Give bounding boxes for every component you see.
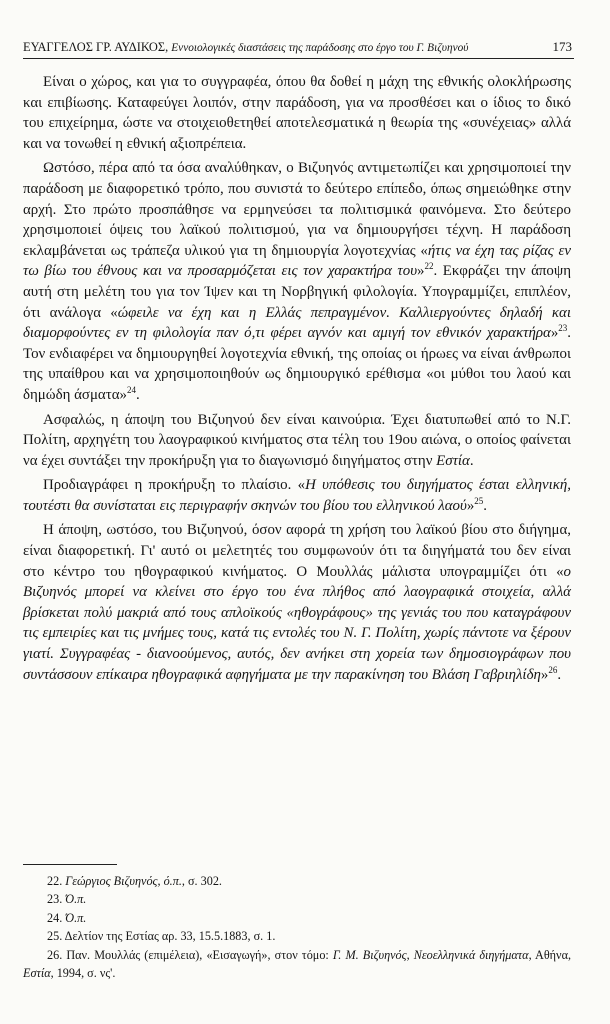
footnote-ref-22[interactable]: 22	[424, 261, 434, 272]
footnote-26-publisher: Εστία	[23, 966, 51, 981]
p2-quote-2: ώφειλε να έχη και η Ελλάς πεπραγμένον. Καλλιεργούντες δηλαδή και διαμορφούντες εν τη φιλολογία παν ό,τι φέρει αγνόν και αμιγή τον εθνικόν χαρακτήρα	[23, 304, 571, 342]
footnote-24-ref: Ό.π.	[65, 910, 87, 925]
paragraph-2	[23, 158, 571, 405]
p4-text-1: Προδιαγράφει η προκήρυξη το πλαίσιο. «	[43, 477, 306, 494]
p2-text-5: . Τον ενδιαφέρει να δημιουργηθεί λογοτεχνία εθνική, της οποίας οι ήρωες να είναι άνθρωποι της υπαίθρου και να χρησιμοποιηθούν ως δημιουργικό ερέθισμα «οι μύθοι του λαού και δημώδη άσματα»	[23, 325, 571, 403]
footnote-26-text-2: , Αθήνα,	[528, 947, 571, 962]
p5-text-3: .	[557, 666, 562, 683]
p4-text-2: »	[466, 497, 475, 514]
footnote-number: 25.	[47, 929, 63, 944]
footnote-ref-24[interactable]: 24	[126, 384, 136, 395]
footnote-22-page: , σ. 302.	[181, 874, 222, 888]
p4-quote: Η υπόθεσις του διηγήματος έσται ελληνική, τουτέστι θα συνίσταται εις περιγραφήν σκηνών του βίου του ελληνικού λαού	[23, 477, 571, 514]
footnote-number: 24.	[47, 910, 63, 925]
p2-text-1: Ωστόσο, πέρα από τα όσα αναλύθηκαν, ο Βιζυηνός αντιμετωπίζει και χρησιμοποιεί την παράδοση με διαφορετικό τρόπο, που συνιστά το δεύτερο επίπεδο, όπως σημειώθηκε στην αρχή. Στο πρώτο προσπάθησε να ερμηνεύσει τα πολιτισμικά φαινόμενα. Στο δεύτερο χρησιμοποιεί όψεις του λαϊκού πολιτισμού, για να δημιουργήσει τέχνη. Η παράδοση εκλαμβάνεται ως τράπεζα υλικού για τη δημιουργία λογοτεχνίας «	[23, 160, 571, 259]
p2-text-3: . Εκφράζει την άποψη αυτή στη μελέτη του για τον Ίψεν και τη Νορβηγική φιλολογία. Υπογραμμίζει, επιπλέον, ότι ανάλογα «	[23, 263, 571, 321]
p3-text-1: Ασφαλώς, η άποψη του Βιζυηνού δεν είναι καινούρια. Έχει διατυπωθεί από το Ν.Γ. Πολίτη, αρχηγέτη του λαογραφικού κινήματος στα τέλη του 19ου αιώνα, ο οποίος φαίνεται να έχει συντάξει την προκήρυξη για το διαγωνισμό διηγήματος στην	[23, 411, 571, 469]
header-author: ΕΥΑΓΓΕΛΟΣ ΓΡ. ΑΥΔΙΚΟΣ,	[23, 40, 169, 54]
footnote-number: 23.	[47, 892, 63, 907]
main-text	[23, 72, 571, 685]
footnote-26-book: Γ. Μ. Βιζυηνός, Νεοελληνικά διηγήματα	[332, 947, 529, 962]
footnote-26-text-1: Παν. Μουλλάς (επιμέλεια), «Εισαγωγή», στον τόμο:	[66, 947, 333, 962]
footnote-22-ref: Γεώργιος Βιζυηνός, ό.π.	[65, 874, 182, 888]
p5-quote: ο Βιζυηνός μπορεί να κλείνει στο έργο του ένα πλήθος από λαογραφικά στοιχεία, αλλά βρίσκεται πολύ μακριά από τους απλοϊκούς «ηθογράφους» της γενιάς του που καταγράφουν τις εμπειρίες και τις μνήμες τους, κατά τις εντολές του Ν. Γ. Πολίτη, χωρίς πάντοτε να ξέρουν γιατί. Συγγραφέας - διανοούμενος, αυτός, δεν ανήκει στη χορεία των δημοσιογράφων που συντάσσουν επίκαιρα ηθογραφικά αφηγήματα με την παρακίνηση του Βλάση Γαβριηλίδη	[23, 563, 571, 683]
paragraph-4	[23, 475, 571, 516]
page-number: 173	[552, 39, 572, 54]
p2-text-6: .	[135, 386, 140, 403]
footnote-24	[23, 909, 571, 927]
footnote-26	[23, 946, 571, 983]
p5-text-1: Η άποψη, ωστόσο, του Βιζυηνού, όσον αφορά τη χρήση του λαϊκού βίου στο διήγημα, είναι διαφορετική. Γι' αυτό οι μελετητές του συμφωνούν ότι τα διηγήματά του δεν είναι στο κέντρο του ηθογραφικού κινήματος. Ο Μουλλάς μάλιστα υπογραμμίζει ότι «	[23, 522, 571, 580]
footnote-23	[23, 890, 571, 908]
footnote-22	[23, 872, 571, 890]
footnote-26-text-3: , 1994, σ. νς'.	[50, 966, 116, 981]
footnote-number: 26.	[47, 947, 63, 962]
p5-text-2: »	[540, 666, 549, 683]
footnote-separator	[23, 864, 117, 865]
footnote-23-ref: Ό.π.	[65, 892, 87, 907]
p4-text-3: .	[483, 497, 487, 514]
footnote-number: 22.	[47, 874, 63, 888]
p1-text: Είναι ο χώρος, και για το συγγραφέα, όπου θα δοθεί η μάχη της εθνικής ολοκλήρωσης και επιβίωσης. Καταφεύγει λοιπόν, στην παράδοση, για να προσθέσει και ο ίδιος το δικό του επιχείρημα, ώστε να στοιχειοθετηθεί αποτελεσματικά η θεωρία της «συνέχειας» αλλά και να τονωθεί η εθνική αξιοπρέπεια.	[23, 74, 571, 152]
footnote-ref-23[interactable]: 23	[558, 323, 568, 334]
running-header	[23, 36, 574, 59]
header-subtitle: Εννοιολογικές διαστάσεις της παράδοσης στο έργο του Γ. Βιζυηνού	[171, 42, 469, 54]
p2-text-2: »	[417, 263, 425, 280]
p3-text-2: .	[469, 452, 474, 469]
p2-quote-1: ήτις να έχη τας ρίζας εν τω βίω του έθνους και να προσαρμόζεται εις τον χαρακτήρα του	[23, 242, 571, 280]
running-head-text	[23, 36, 468, 59]
footnote-25-text: Δελτίον της Εστίας αρ. 33, 15.5.1883, σ. 1.	[64, 929, 276, 944]
footnote-ref-25[interactable]: 25	[474, 495, 484, 506]
paragraph-1	[23, 72, 571, 154]
footnotes	[23, 872, 571, 982]
paragraph-5	[23, 520, 571, 685]
p2-text-4: »	[550, 325, 559, 342]
p3-estia: Εστία	[436, 452, 470, 469]
footnote-25	[23, 927, 571, 945]
footnote-ref-26[interactable]: 26	[548, 664, 558, 675]
paragraph-3	[23, 410, 571, 472]
